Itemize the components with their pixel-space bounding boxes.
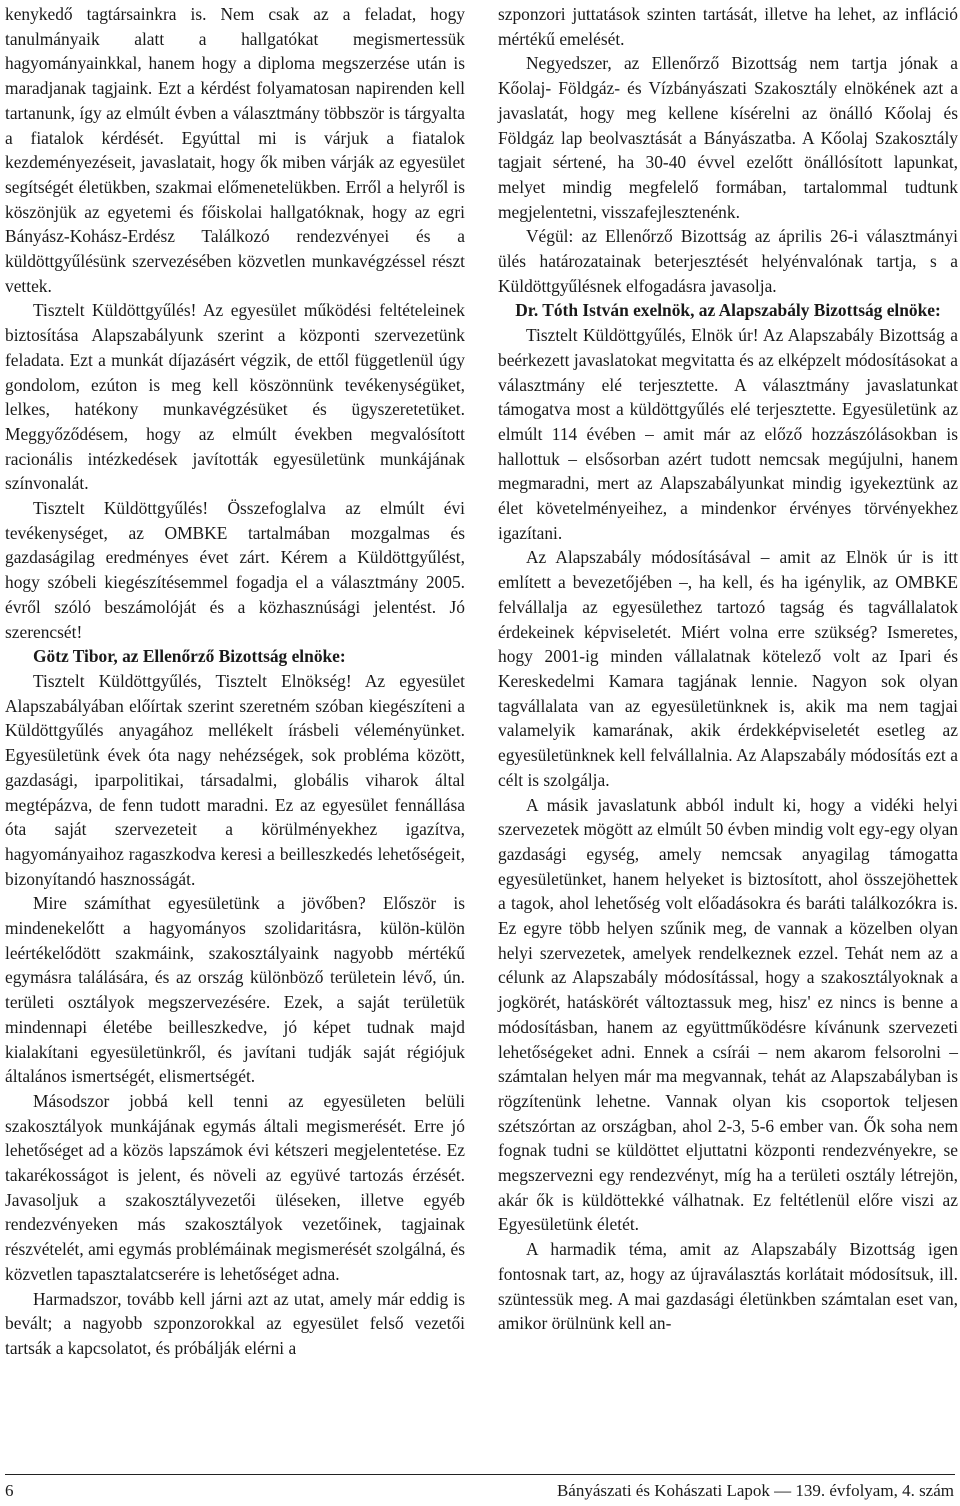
left-column <box>5 2 465 1361</box>
paragraph: A harmadik téma, amit az Alapszabály Bizottság igen fontosnak tart, az, hogy az újraválasztás korlátait módosítsuk, ill. szüntessük meg. A mai gazdasági életünkben számtalan eset van, amikor örülnünk kell an- <box>498 1239 958 1334</box>
page-number: 6 <box>5 1481 14 1500</box>
right-column <box>498 2 958 1336</box>
journal-footer: Bányászati és Kohászati Lapok — 139. évfolyam, 4. szám <box>556 1481 954 1500</box>
paragraph: Az Alapszabály módosításával – amit az Elnök úr is itt említett a bevezetőjében –, ha kell, és ha igénylik, az OMBKE felvállalja az egyesülethez tartozó tagság és tagvállalatok érdekeinek képviseletét. Miért volna erre szükség? Ismeretes, hogy 2001-ig minden vállalatnak kötelező volt az Ipari és Kereskedelmi Kamara tagjának lennie. Nagyon sok olyan tagvállalata van az egyesületünknek is, akik ma nem tagjai valamelyik kamarának, akik érdekképviseletét esetleg az egyesületünknek kell felvállalnia. Az Alapszabály módosítás ezt a célt is szolgálja. <box>498 547 958 790</box>
speaker-heading: Dr. Tóth István exelnök, az Alapszabály Bizottság elnöke: <box>515 300 941 321</box>
paragraph: Mire számíthat egyesületünk a jövőben? Először is mindenekelőtt a hagyományos szolidaritásra, külön-külön leértékelődött szakmáink, szakosztályaink nagyobb mértékű egymásra találására, és az ország különböző területein lévő, ún. területi osztályok megszervezésére. Ezek, a saját területük mindennapi életébe beilleszkedve, jó képet tudnak majd kialakítani egyesületünkről, és javítani tudják saját régiójuk általános ismertségét, elismertségét. <box>5 893 465 1087</box>
paragraph: Végül: az Ellenőrző Bizottság az április 26-i választmányi ülés határozatainak beterjesztését helyénvalónak tartja, s a Küldöttgyűlésnek elfogadásra javasolja. <box>498 226 958 296</box>
paragraph: Másodszor jobbá kell tenni az egyesületen belüli szakosztályok munkájának egymás általi megismerését. Erre jó lehetőséget ad a közös lapszámok évi kétszeri megjelentetése. Ez takarékosságot is jelent, és növeli az együvé tartozás érzését. Javasoljuk a szakosztályvezetői üléseken, illetve egyéb rendezvényeken más szakosztályok vezetőinek, tagjainak részvételét, ami egymás problémáinak megismerését szolgálná, és közvetlen tapasztalatcserére is lehetőséget adna. <box>5 1090 465 1284</box>
paragraph: Tisztelt Küldöttgyűlés, Elnök úr! Az Alapszabály Bizottság a beérkezett javaslatokat megvitatta és az elképzelt módosításokat a választmány elé terjesztette. A választmány javaslatunkat támogatva most a küldöttgyűlés elé terjesztette. Egyesületünk az elmúlt 114 évében – amit már az előző hozzászólásokban is hallottuk – elsősorban azért tudott nemcsak megújulni, hanem megmaradni, mert az Alapszabályunkat mindig igyekeztünk az élet követelményeihez, a mindenkor érvényes törvényekhez igazítani. <box>498 325 958 543</box>
paragraph: Negyedszer, az Ellenőrző Bizottság nem tartja jónak a Kőolaj- Földgáz- és Vízbányászati Szakosztály elnökének azt a javaslatát, hogy meg kellene kísérelni az önálló Kőolaj és Földgáz lap beolvasztását a Bányászatba. A Kőolaj Szakosztály tagjait sértené, ha 30-40 évvel ezelőtt önállósított lapunkat, melyet mindig megfelelő formában, tartalommal tudtunk megjelentetni, visszafejlesztenénk. <box>498 53 958 222</box>
paragraph: Tisztelt Küldöttgyűlés, Tisztelt Elnökség! Az egyesület Alapszabályában előírtak szerint szeretném szóban kiegészíteni a Küldöttgyűlés anyagához mellékelt írásbeli véleményünket. Egyesületünk évek óta nagy nehézségek, sok probléma között, gazdasági, iparpolitikai, társadalmi, globális viharok által megtépázva, de fenn tudott maradni. Ez az egyesület fennállása óta saját szervezeteit a körülményekhez igazítva, hagyományaihoz ragaszkodva keresi a beilleszkedés lehetőségeit, bizonyítandó hasznosságát. <box>5 670 465 889</box>
footer-rule <box>5 1474 955 1475</box>
paragraph: A másik javaslatunk abból indult ki, hogy a vidéki helyi szervezetek mögött az elmúlt 50 évben mindig volt egy-egy olyan gazdasági egység, amely nemcsak anyagilag támogatta egyesületünket, hanem helyeket is biztosított, ahol összejöhettek a tagok, ahol lehetőség volt előadásokra és baráti találkozókra is. Ez egyre több helyen szűnik meg, de vannak a közelben olyan helyi szervezetek, amelyek rendelkeznek ezzel. Tehát nem az a célunk az Alapszabály módosítással, hogy a szakosztályoknak a jogkörét, hatáskörét változtassuk meg, hisz' ez nincs is benne a módosításban, hanem az együttműködésre kívánunk szervezeti lehetőségeket adni. Ennek a csírái – nem akarom felsorolni – számtalan helyen már ma megvannak, tehát az Alapszabályban is rögzítenünk lehetne. Vannak olyan kis csoportok teljesen szétszórtan az országban, ahol 2-3, 5-6 ember van. Ők soha nem fognak tudni se küldöttet eljuttatni központi rendezvényekre, se megszervezni egy rendezvényt, míg ha a területi osztály létrejön, akár ők is küldöttekké válhatnak. Ez feltétlenül előre viszi az Egyesületünk életét. <box>498 794 958 1235</box>
speaker-heading: Götz Tibor, az Ellenőrző Bizottság elnöke: <box>33 646 346 667</box>
paragraph: Harmadszor, tovább kell járni azt az utat, amely már eddig is bevált; a nagyobb szponzorokkal az egyesület felső vezetői tartsák a kapcsolatot, és próbálják elérni a <box>5 1288 465 1358</box>
paragraph: Tisztelt Küldöttgyűlés! Összefoglalva az elmúlt évi tevékenységet, az OMBKE tartalmában mozgalmas és gazdaságilag eredményes évet zárt. Kérem a Küldöttgyűlést, hogy szóbeli kiegészítésemmel fogadja el a választmány 2005. évről szóló beszámolóját és a közhasznúsági jelentést. Jó szerencsét! <box>5 498 465 642</box>
paragraph: szponzori juttatások szinten tartását, illetve ha lehet, az infláció mértékű emelését. <box>498 4 958 49</box>
paragraph: kenykedő tagtársainkra is. Nem csak az a feladat, hogy tanulmányaik alatt a hallgatókat megismertessük hagyományainkkal, hanem hogy a diploma megszerzése után is maradjanak tagjaink. Ezt a kérdést folyamatosan napirenden kell tartanunk, így az elmúlt évben a választmány többször is tárgyalta a fiatalok kérdését. Egyúttal mi is várjuk a fiatalok kezdeményezéseit, javaslatait, hogy ők miben várják az egyesület segítségét életükben, szakmai előmenetelükben. Erről a helyről is köszönjük az egyetemi és főiskolai hallgatóknak, hogy az egri Bányász-Kohász-Erdész Találkozó rendezvényei és a küldöttgyűlésünk szervezésében közvetlen munkavégzéssel részt vettek. <box>5 4 465 296</box>
paragraph: Tisztelt Küldöttgyűlés! Az egyesület működési feltételeinek biztosítása Alapszabályunk szerint a központi szervezetünk feladata. Ezt a munkát díjazásért végzik, de ettől függetlenül úgy gondolom, ezúton is meg kell köszönnünk tevékenységüket, lelkes, hatékony munkavégzésüket és ügyszeretetüket. Meggyőződésem, hogy az elmúlt években megvalósított racionális intézkedések javították egyesületünk munkájának színvonalát. <box>5 300 465 494</box>
